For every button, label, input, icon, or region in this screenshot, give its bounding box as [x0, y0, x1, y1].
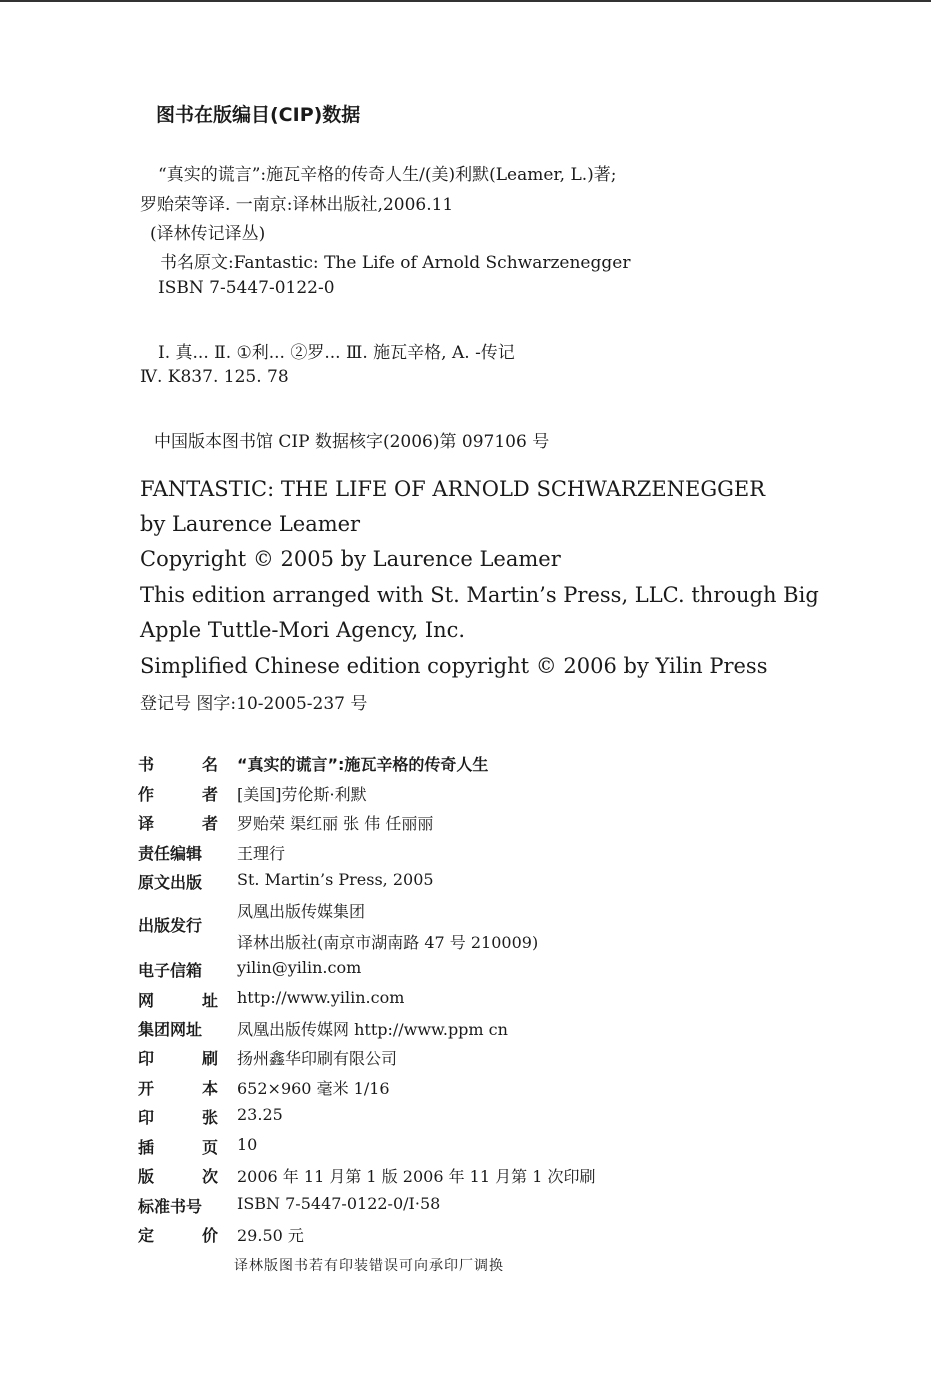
row-value: 10: [237, 1135, 258, 1154]
row-label: 印 张: [138, 1108, 218, 1127]
cip-line-4: 书名原文:Fantastic: The Life of Arnold Schwarzenegger: [160, 253, 631, 273]
row-label: 插 页: [138, 1138, 218, 1157]
row-label: 责任编辑: [138, 844, 203, 863]
row-value-2: 译林出版社(南京市湖南路 47 号 210009): [237, 933, 539, 952]
row-label: 印 刷: [138, 1049, 218, 1068]
row-value: St. Martin’s Press, 2005: [237, 870, 434, 889]
english-arranged-1: This edition arranged with St. Martin’s Press, LLC. through Big: [140, 583, 819, 607]
row-value-1: 凤凰出版传媒集团: [237, 902, 366, 921]
row-label: 电子信箱: [138, 961, 203, 980]
english-title: FANTASTIC: THE LIFE OF ARNOLD SCHWARZENEGGER: [140, 477, 766, 501]
row-value: 凤凰出版传媒网 http://www.ppm cn: [237, 1020, 508, 1039]
row-value: yilin@yilin.com: [237, 958, 362, 977]
row-label: 版 次: [138, 1167, 218, 1186]
cip-line-2: 罗贻荣等译. 一南京:译林出版社,2006.11: [140, 195, 454, 215]
registration-number: 登记号 图字:10-2005-237 号: [140, 694, 368, 714]
row-label: 开 本: [138, 1079, 218, 1098]
row-label: 书 名: [138, 755, 218, 774]
row-label: 作 者: [138, 785, 218, 804]
row-value: 29.50 元: [237, 1226, 304, 1245]
row-value: [美国]劳伦斯·利默: [237, 785, 367, 804]
english-chinese-edition: Simplified Chinese edition copyright © 2006 by Yilin Press: [140, 654, 768, 678]
row-value: “真实的谎言”:施瓦辛格的传奇人生: [237, 755, 489, 774]
row-value: 罗贻荣 渠红丽 张 伟 任丽丽: [237, 814, 434, 833]
cip-line-7: Ⅳ. K837. 125. 78: [140, 367, 289, 387]
cip-line-1: “真实的谎言”:施瓦辛格的传奇人生/(美)利默(Leamer, L.)著;: [158, 165, 617, 185]
row-label: 译 者: [138, 814, 218, 833]
row-value: 王理行: [237, 844, 286, 863]
footer-note: 译林版图书若有印装错误可向承印厂调换: [234, 1258, 504, 1274]
row-value: 2006 年 11 月第 1 版 2006 年 11 月第 1 次印刷: [237, 1167, 596, 1186]
row-value: 23.25: [237, 1105, 283, 1124]
cip-heading: 图书在版编目(CIP)数据: [156, 104, 361, 126]
cip-line-5: ISBN 7-5447-0122-0: [158, 278, 335, 298]
english-copyright: Copyright © 2005 by Laurence Leamer: [140, 547, 561, 571]
row-value: 扬州鑫华印刷有限公司: [237, 1049, 398, 1068]
cip-line-6: Ⅰ. 真... Ⅱ. ①利... ②罗... Ⅲ. 施瓦辛格, A. -传记: [158, 343, 515, 363]
row-label: 出版发行: [138, 916, 203, 935]
row-label: 定 价: [138, 1226, 218, 1245]
row-value: 652×960 毫米 1/16: [237, 1079, 390, 1098]
cip-line-3: (译林传记译丛): [150, 224, 266, 244]
row-value: http://www.yilin.com: [237, 988, 405, 1007]
top-rule: [0, 0, 931, 2]
row-label: 集团网址: [138, 1020, 203, 1039]
row-label: 标准书号: [138, 1197, 203, 1216]
row-label: 原文出版: [138, 873, 203, 892]
cip-line-8: 中国版本图书馆 CIP 数据核字(2006)第 097106 号: [154, 432, 550, 452]
english-author: by Laurence Leamer: [140, 512, 361, 536]
english-arranged-2: Apple Tuttle-Mori Agency, Inc.: [140, 618, 466, 642]
row-label: 网 址: [138, 991, 218, 1010]
row-value: ISBN 7-5447-0122-0/I·58: [237, 1194, 441, 1213]
